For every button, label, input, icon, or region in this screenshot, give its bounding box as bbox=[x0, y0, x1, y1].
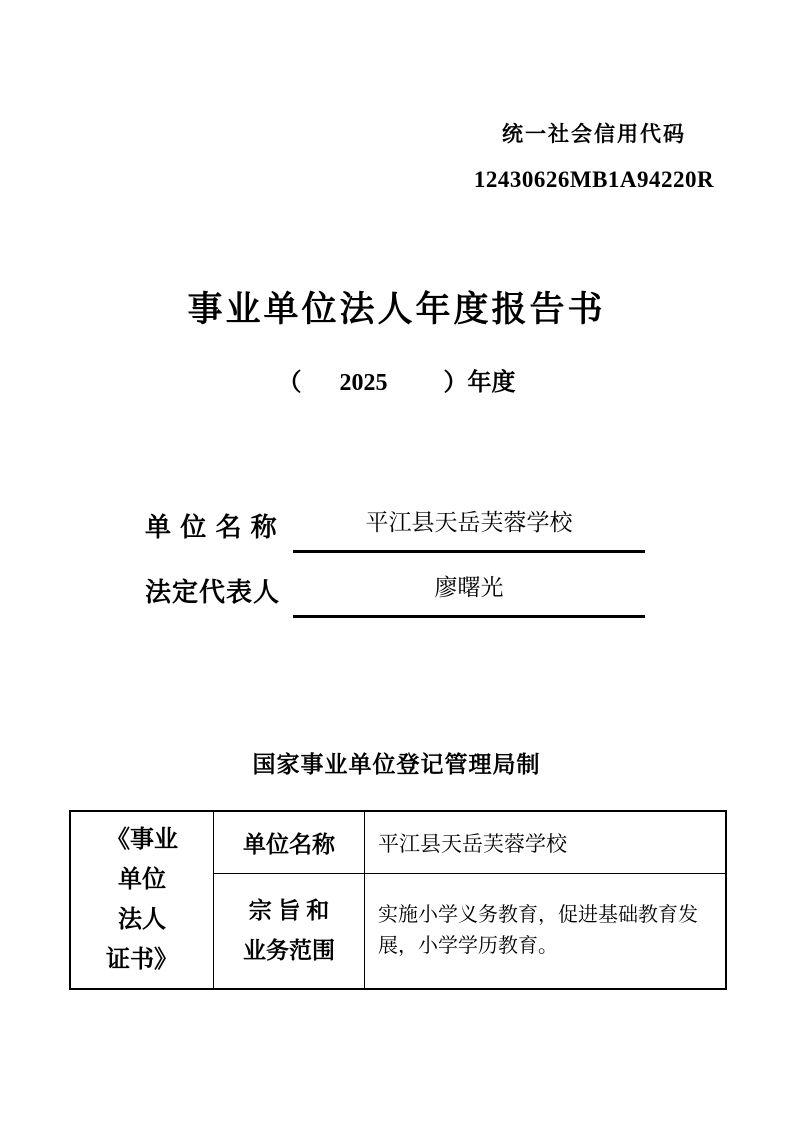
issuing-authority-note: 国家事业单位登记管理局制 bbox=[252, 752, 541, 777]
report-title: 事业单位法人年度报告书 bbox=[187, 290, 606, 329]
table-unit-name-value: 平江县天岳芙蓉学校 bbox=[365, 812, 725, 874]
certificate-title-line: 《事业 bbox=[106, 827, 178, 853]
legal-representative-label: 法定代表人 bbox=[145, 577, 281, 607]
credit-code-value: 12430626MB1A94220R bbox=[473, 167, 715, 192]
year-line bbox=[0, 368, 793, 398]
certificate-title-cell bbox=[71, 812, 214, 988]
year-value: 2025 bbox=[339, 370, 388, 396]
credit-code-block bbox=[448, 121, 740, 194]
certificate-title-line: 法人 bbox=[118, 907, 166, 933]
unit-name-value: 平江县天岳芙蓉学校 bbox=[293, 508, 645, 553]
table-purpose-value-text: 实施小学义务教育，促进基础教育发展，小学学历教育。 bbox=[378, 904, 698, 957]
table-purpose-header-line: 宗 旨 和 bbox=[248, 898, 330, 923]
table-purpose-value bbox=[365, 874, 725, 988]
unit-name-label: 单 位 名 称 bbox=[145, 512, 278, 542]
certificate-title-line: 单位 bbox=[118, 867, 166, 893]
table-purpose-header-line: 业务范围 bbox=[243, 938, 335, 963]
certificate-title-line: 证书》 bbox=[106, 947, 178, 973]
year-open-paren: （ bbox=[277, 370, 302, 396]
table-purpose-header bbox=[214, 874, 365, 988]
year-close-suffix: ）年度 bbox=[443, 370, 516, 396]
legal-representative-field bbox=[145, 573, 645, 618]
unit-name-field bbox=[145, 508, 645, 553]
credit-code-label: 统一社会信用代码 bbox=[502, 122, 686, 146]
certificate-table bbox=[69, 810, 727, 990]
legal-representative-value: 廖曙光 bbox=[293, 573, 645, 618]
table-unit-name-header: 单位名称 bbox=[214, 812, 365, 874]
